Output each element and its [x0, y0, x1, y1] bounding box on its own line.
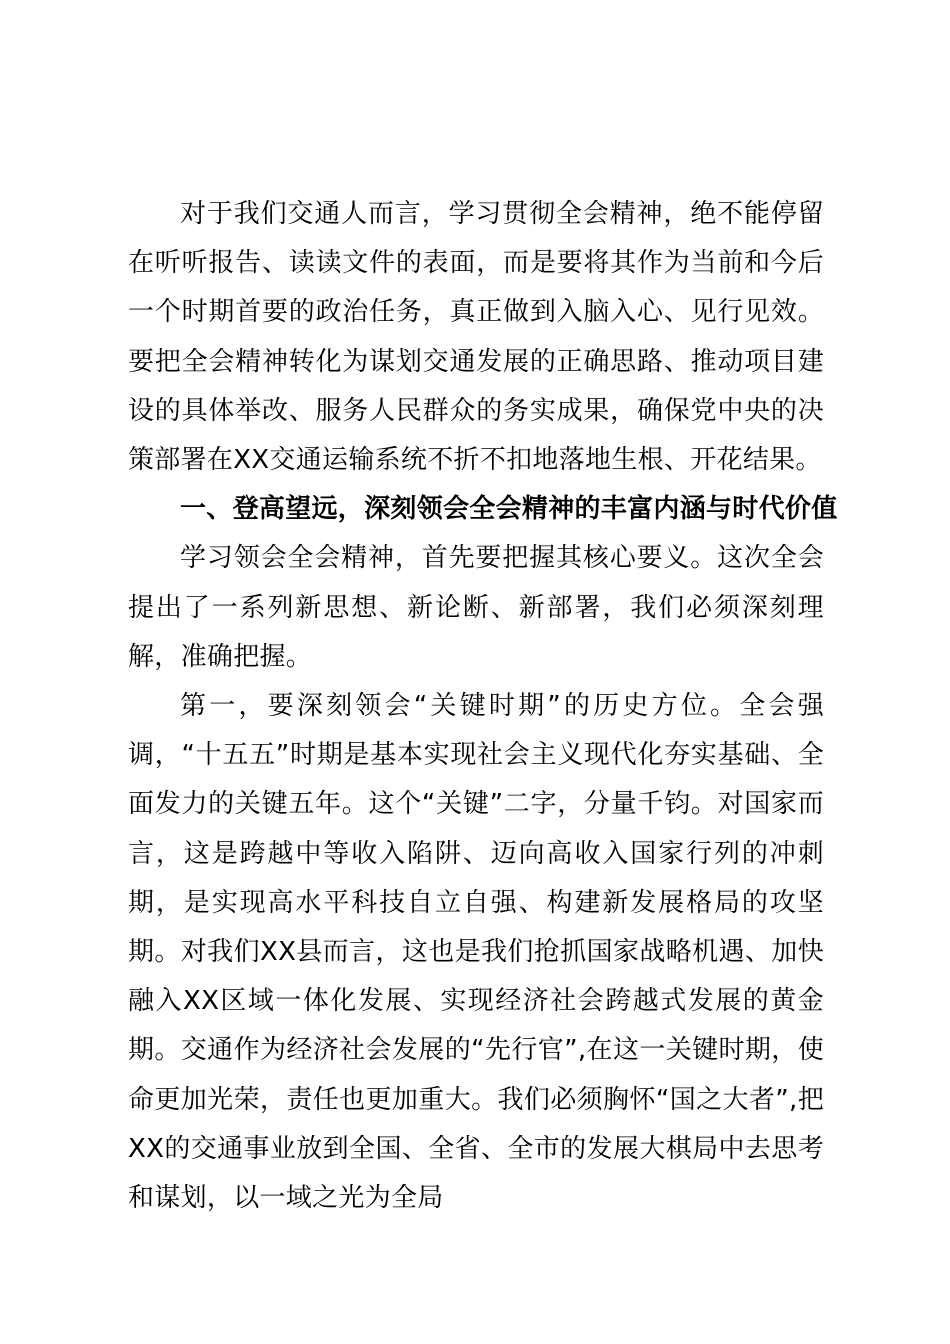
section-heading-1: 一、登高望远，深刻领会全会精神的丰富内涵与时代价值 — [180, 494, 838, 525]
paragraph-intro: 对于我们交通人而言，学习贯彻全会精神，绝不能停留在听听报告、读读文件的表面，而是要将其作为当前和今后一个时期首要的政治任务，真正做到入脑入心、见行见效。要把全会精神转化为谋划交通发展的正确思路、推动项目建设的具体举改、服务人民群众的务实成果，确保党中央的决策部署在XX交通运输系统不折不扣地落地生根、开花结果。 — [128, 199, 824, 476]
document-body — [128, 190, 838, 1223]
paragraph-core-essence: 学习领会全会精神，首先要把握其核心要义。这次全会提出了一系列新思想、新论断、新部署，我们必须深刻理解，准确把握。 — [128, 543, 824, 672]
paragraph-first-point: 第一，要深刻领会“关键时期”的历史方位。全会强调，“十五五”时期是基本实现社会主义现代化夯实基础、全面发力的关键五年。这个“关键”二字，分量千钧。对国家而言，这是跨越中等收入陷阱、迈向高收入国家行列的冲刺期，是实现高水平科技自立自强、构建新发展格局的攻坚期。对我们XX县而言，这也是我们抢抓国家战略机遇、加快融入XX区域一体化发展、实现经济社会跨越式发展的黄金期。交通作为经济社会发展的“先行官”,在这一关键时期，使命更加光荣，责任也更加重大。我们必须胸怀“国之大者”,把XX的交通事业放到全国、全省、全市的发展大棋局中去思考和谋划，以一域之光为全局 — [128, 691, 824, 1214]
